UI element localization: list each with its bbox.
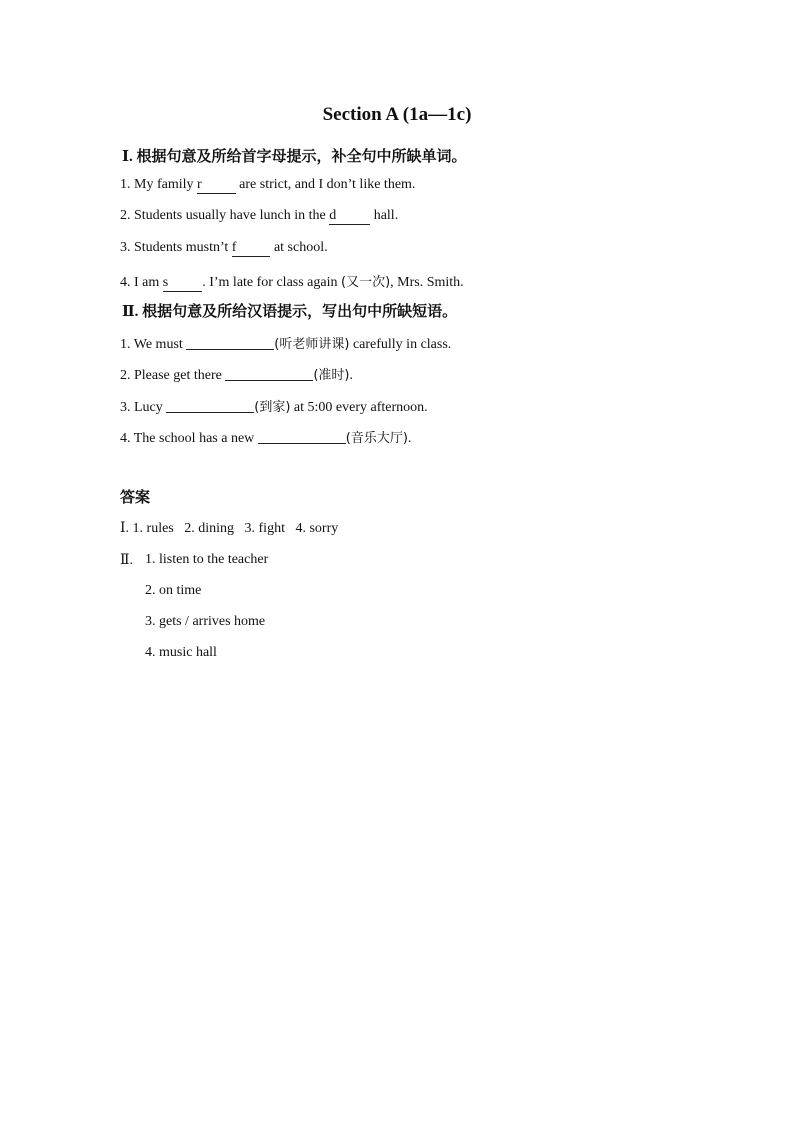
answer-blank[interactable]: f	[232, 240, 271, 257]
part2-item: 2. Please get there (准时).	[120, 368, 354, 383]
answer-blank[interactable]: s	[163, 275, 202, 292]
answer-line: 3. gets / arrives home	[145, 614, 266, 629]
answer-blank[interactable]: r	[197, 177, 236, 194]
chinese-hint: (准时)	[313, 368, 350, 383]
answer-line: 4. music hall	[145, 645, 217, 660]
part2-item: 1. We must (听老师讲课) carefully in class.	[120, 337, 452, 352]
chinese-hint: (又一次)	[341, 275, 391, 290]
chinese-hint: (到家)	[254, 400, 291, 415]
part1-item: 1. My family r are strict, and I don’t like them.	[120, 177, 416, 192]
answers-part1: Ⅰ. 1. rules 2. dining 3. fight 4. sorry	[120, 521, 339, 536]
chinese-hint: (音乐大厅)	[345, 431, 408, 446]
answer-blank[interactable]	[186, 335, 274, 350]
chinese-hint: (听老师讲课)	[274, 337, 350, 352]
part1-item: 3. Students mustn’t f at school.	[120, 240, 328, 255]
answer-line: 2. on time	[145, 583, 202, 598]
part1-item: 2. Students usually have lunch in the d hall.	[120, 208, 399, 223]
answer-blank[interactable]	[166, 398, 254, 413]
part1-heading: Ⅰ. 根据句意及所给首字母提示，补全句中所缺单词。	[122, 149, 467, 165]
part2-item: 4. The school has a new (音乐大厅).	[120, 431, 412, 446]
answers-part2-prefix: Ⅱ.	[120, 553, 134, 568]
answers-heading: 答案	[120, 488, 151, 506]
answer-blank[interactable]	[225, 366, 313, 381]
part2-heading: Ⅱ. 根据句意及所给汉语提示，写出句中所缺短语。	[122, 304, 458, 320]
answer-blank[interactable]: d	[329, 208, 370, 225]
answer-blank[interactable]	[258, 429, 346, 444]
part2-item: 3. Lucy (到家) at 5:00 every afternoon.	[120, 400, 428, 415]
part1-item: 4. I am s . I’m late for class again (又一次), Mrs. Smith.	[120, 275, 464, 290]
answer-line: 1. listen to the teacher	[145, 552, 269, 567]
section-title: Section A (1a—1c)	[322, 104, 472, 125]
